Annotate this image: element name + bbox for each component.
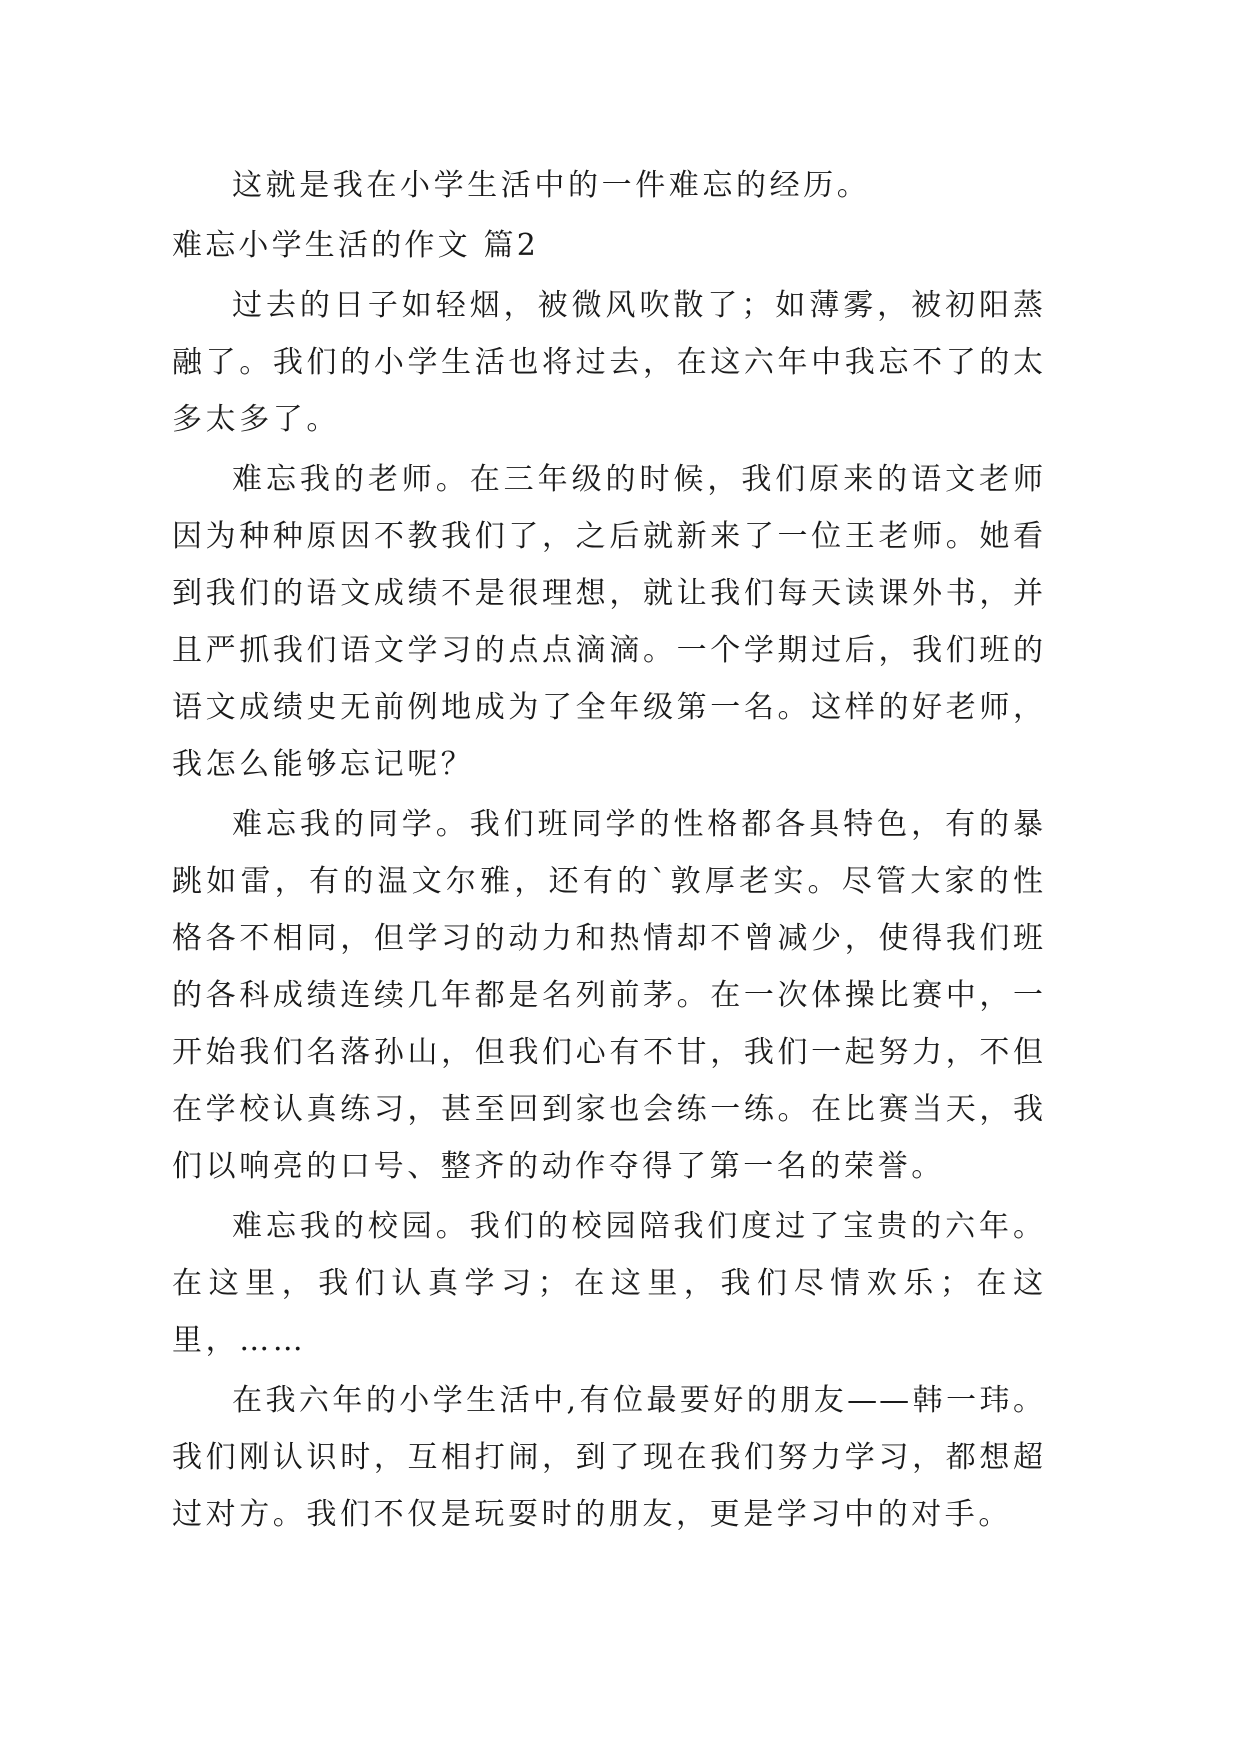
- text-line: 语文成绩史无前例地成为了全年级第一名。这样的好老师，: [172, 690, 1045, 725]
- text-line: 们以响亮的口号、整齐的动作夺得了第一名的荣誉。: [172, 1149, 945, 1184]
- text-line: 跳如雷，有的温文尔雅，还有的`敦厚老实。尽管大家的性: [172, 864, 1045, 899]
- text-line: 我们刚认识时，互相打闹，到了现在我们努力学习，都想超: [172, 1440, 1045, 1475]
- paragraph-1: [172, 277, 1045, 448]
- document-page: [172, 157, 1045, 1546]
- text-line: 里，……: [172, 1323, 307, 1358]
- text-line: 开始我们名落孙山，但我们心有不甘，我们一起努力，不但: [172, 1035, 1045, 1070]
- text-line: 我怎么能够忘记呢？: [172, 747, 475, 782]
- paragraph-2: [172, 451, 1045, 793]
- text-line: 融了。我们的小学生活也将过去，在这六年中我忘不了的太: [172, 345, 1045, 380]
- text-line: 格各不相同，但学习的动力和热情却不曾减少，使得我们班: [172, 921, 1045, 956]
- text-line: 难忘我的老师。在三年级的时候，我们原来的语文老师: [232, 462, 1045, 497]
- essay-title-text: 难忘小学生活的作文 篇2: [172, 228, 540, 263]
- text-line: 在我六年的小学生活中,有位最要好的朋友——韩一玮。: [232, 1383, 1045, 1418]
- text-line: 在学校认真练习，甚至回到家也会练一练。在比赛当天，我: [172, 1092, 1045, 1127]
- text-line: 到我们的语文成绩不是很理想，就让我们每天读课外书，并: [172, 576, 1045, 611]
- paragraph-5: [172, 1372, 1045, 1543]
- text-line: 过去的日子如轻烟，被微风吹散了；如薄雾，被初阳蒸: [232, 288, 1045, 323]
- text-line: 的各科成绩连续几年都是名列前茅。在一次体操比赛中，一: [172, 978, 1045, 1013]
- text-line: 多太多了。: [172, 402, 340, 437]
- essay-title: [172, 217, 1045, 274]
- text-line: 且严抓我们语文学习的点点滴滴。一个学期过后，我们班的: [172, 633, 1045, 668]
- text-line: 在这里，我们认真学习；在这里，我们尽情欢乐；在这: [172, 1266, 1045, 1301]
- text-line: 难忘我的同学。我们班同学的性格都各具特色，有的暴: [232, 807, 1045, 842]
- paragraph-3: [172, 796, 1045, 1195]
- text-line: 过对方。我们不仅是玩耍时的朋友，更是学习中的对手。: [172, 1497, 1012, 1532]
- text-line: 因为种种原因不教我们了，之后就新来了一位王老师。她看: [172, 519, 1045, 554]
- text-line: 这就是我在小学生活中的一件难忘的经历。: [232, 168, 871, 203]
- paragraph-4: [172, 1198, 1045, 1369]
- text-line: 难忘我的校园。我们的校园陪我们度过了宝贵的六年。: [232, 1209, 1045, 1244]
- intro-paragraph: [172, 157, 1045, 214]
